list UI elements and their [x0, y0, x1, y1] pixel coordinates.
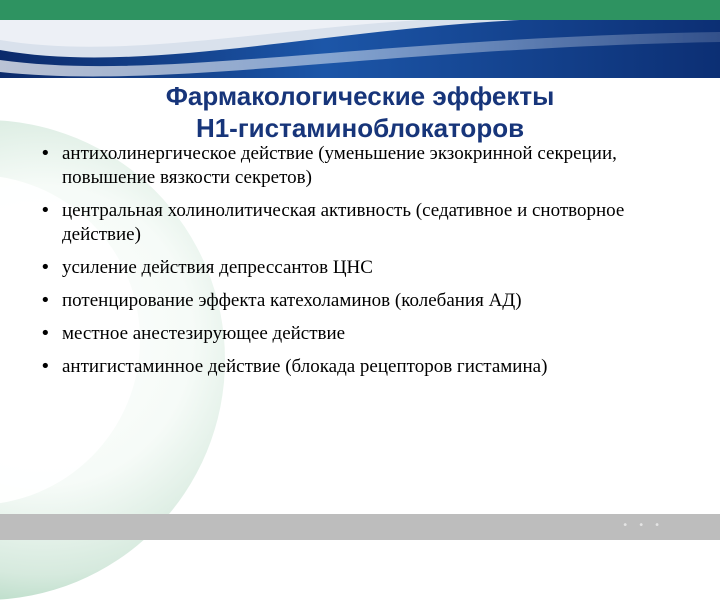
bullet-text: местное анестезирующее действие	[62, 323, 346, 344]
bullet-dot-icon: •	[40, 257, 51, 278]
header-banner	[0, 20, 720, 78]
bullet-dot-icon: •	[40, 143, 51, 164]
bullet-text: антихолинергическое действие (уменьшение экзокринной секреции, повышение вязкости секретов)	[62, 143, 617, 188]
bullet-item	[40, 322, 690, 346]
bullet-text: усиление действия депрессантов ЦНС	[62, 257, 373, 278]
bullet-item	[40, 289, 690, 313]
bullet-item	[40, 199, 690, 247]
footer-gray-band	[0, 514, 720, 540]
slide-title	[0, 80, 720, 144]
bullet-text: центральная холинолитическая активность (седативное и снотворное действие)	[62, 200, 625, 245]
bullet-dot-icon: •	[40, 323, 51, 344]
effects-bullet-list	[40, 142, 690, 388]
bullet-dot-icon: •	[40, 200, 51, 221]
slide-title-line-2: Н1-гистаминоблокаторов	[195, 113, 525, 143]
slide-title-line-1: Фармакологические эффекты	[165, 81, 555, 111]
bullet-item	[40, 355, 690, 379]
top-green-band	[0, 0, 720, 20]
bullet-text: потенцирование эффекта катехоламинов (колебания АД)	[62, 290, 522, 311]
bullet-dot-icon: •	[40, 356, 51, 377]
footer-dots-decoration: •••	[622, 520, 670, 531]
bullet-text: антигистаминное действие (блокада рецепторов гистамина)	[62, 356, 548, 377]
banner-swoosh-graphic	[0, 20, 720, 78]
bullet-dot-icon: •	[40, 290, 51, 311]
bullet-item	[40, 142, 690, 190]
bullet-item	[40, 256, 690, 280]
